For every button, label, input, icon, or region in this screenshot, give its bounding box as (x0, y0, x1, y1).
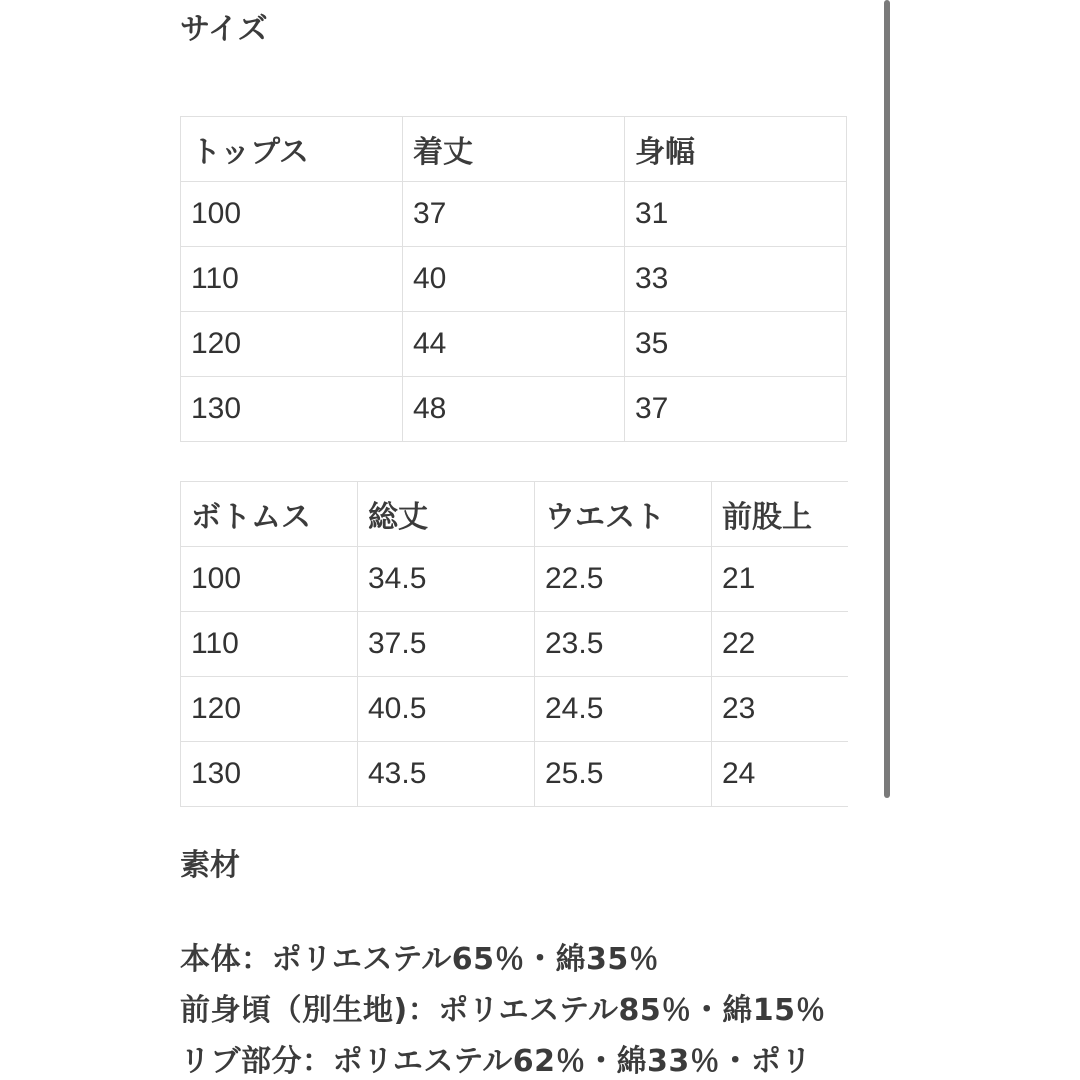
table-cell: 23 (712, 677, 849, 742)
tops-size-table (180, 116, 847, 442)
table-cell: 23.5 (535, 612, 712, 677)
table-row (181, 547, 849, 612)
table-cell: 48 (403, 377, 625, 442)
material-list (180, 938, 1080, 1080)
material-line: リブ部分：ポリエステル62％・綿33％・ポリ (180, 1044, 812, 1079)
table-cell: 22.5 (535, 547, 712, 612)
bottoms-table-scroll-container[interactable] (180, 481, 848, 811)
table-cell: 31 (625, 182, 847, 247)
bottoms-header-waist: ウエスト (535, 482, 712, 547)
table-cell: 37 (403, 182, 625, 247)
material-heading: 素材 (180, 848, 240, 883)
table-cell: 37 (625, 377, 847, 442)
table-cell: 35 (625, 312, 847, 377)
table-cell: 33 (625, 247, 847, 312)
table-row (181, 247, 847, 312)
tops-header-width: 身幅 (625, 117, 847, 182)
table-cell: 21 (712, 547, 849, 612)
tops-header-size: トップス (181, 117, 403, 182)
table-cell: 130 (181, 377, 403, 442)
table-row (181, 182, 847, 247)
table-cell: 22 (712, 612, 849, 677)
table-cell: 24 (712, 742, 849, 807)
table-cell: 43.5 (358, 742, 535, 807)
table-cell: 44 (403, 312, 625, 377)
vertical-scrollbar[interactable] (884, 0, 890, 798)
material-line: 本体：ポリエステル65％・綿35％ (180, 942, 660, 977)
material-line: 前身頃（別生地)：ポリエステル85％・綿15％ (180, 993, 827, 1028)
table-cell: 40 (403, 247, 625, 312)
table-cell: 120 (181, 677, 358, 742)
table-cell: 24.5 (535, 677, 712, 742)
table-cell: 100 (181, 182, 403, 247)
table-cell: 120 (181, 312, 403, 377)
table-cell: 100 (181, 547, 358, 612)
bottoms-size-table (180, 481, 848, 807)
tops-header-length: 着丈 (403, 117, 625, 182)
table-row (181, 612, 849, 677)
size-heading: サイズ (180, 12, 268, 47)
table-row (181, 742, 849, 807)
bottoms-header-front-rise: 前股上 (712, 482, 849, 547)
table-cell: 25.5 (535, 742, 712, 807)
table-row (181, 312, 847, 377)
table-header-row (181, 482, 849, 547)
table-cell: 40.5 (358, 677, 535, 742)
table-row (181, 677, 849, 742)
table-cell: 37.5 (358, 612, 535, 677)
table-cell: 130 (181, 742, 358, 807)
table-cell: 110 (181, 612, 358, 677)
bottoms-header-total-length: 総丈 (358, 482, 535, 547)
table-cell: 110 (181, 247, 403, 312)
table-header-row (181, 117, 847, 182)
bottoms-header-size: ボトムス (181, 482, 358, 547)
table-cell: 34.5 (358, 547, 535, 612)
table-row (181, 377, 847, 442)
